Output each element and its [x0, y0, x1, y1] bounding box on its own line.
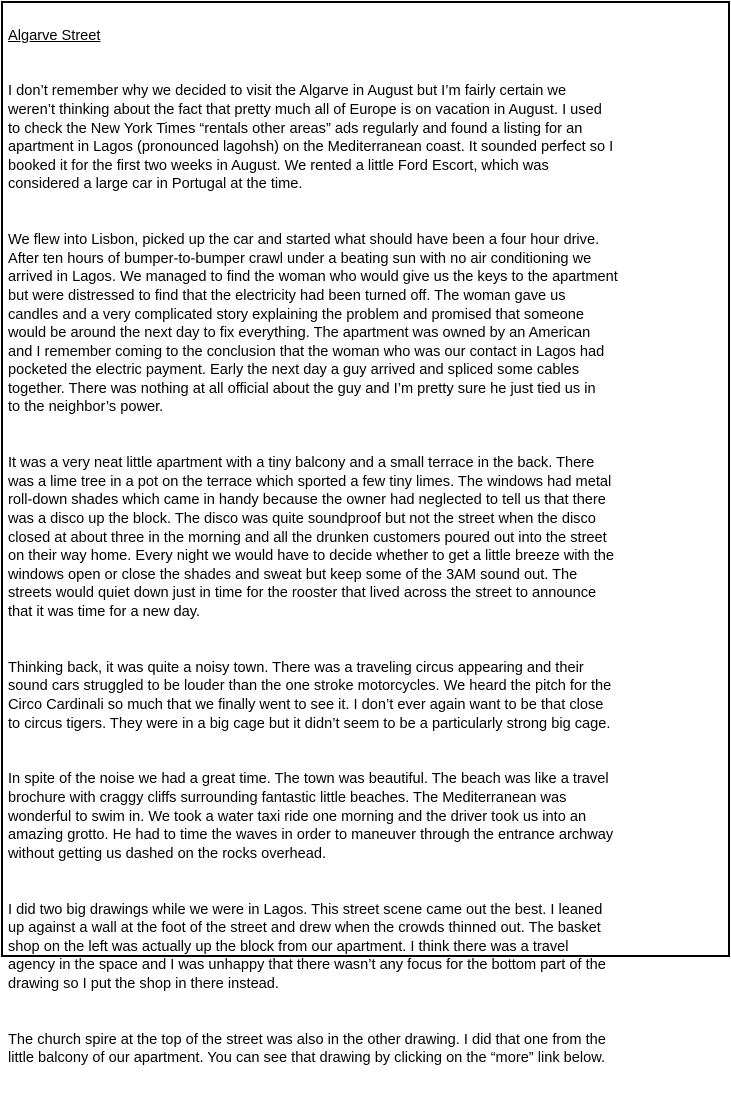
paragraph-6: I did two big drawings while we were in Lagos. This street scene came out the best. I leaned up against a wall at the foot of the street and drew when the crowds thinned out. The basket shop on the left was actually up the block from our apartment. I think there was a travel agency in the space and I was unhappy that there wasn’t any focus for the bottom part of the drawing so I put the shop in there instead.	[8, 901, 606, 992]
document-title: Algarve Street	[8, 27, 101, 44]
paragraph-5: In spite of the noise we had a great time. The town was beautiful. The beach was like a travel brochure with craggy cliffs surrounding fantastic little beaches. The Mediterranean was wonderful to swim in. We took a water taxi ride one morning and the driver took us into an amazing grotto. He had to time the waves in order to maneuver through the entrance archway without getting us dashed on the rocks overhead.	[8, 771, 614, 862]
paragraph-3: It was a very neat little apartment with a tiny balcony and a small terrace in the back. There was a lime tree in a pot on the terrace which sported a few tiny limes. The windows had metal roll-down shades which came in handy because the owner had neglected to tell us that there was a disco up the block. The disco was quite soundproof but not the street when the disco closed at about three in the morning and all the drunken customers poured out into the street on their way home. Every night we would have to decide whether to get a little breeze with the windows open or close the shades and sweat but keep some of the 3AM sound out. The streets would quiet down just in time for the rooster that lived across the street to announce that it was time for a new day.	[8, 455, 614, 620]
paragraph-1: I don’t remember why we decided to visit the Algarve in August but I’m fairly certain we weren’t thinking about the fact that pretty much all of Europe is on vacation in August. I used to check the New York Times “rentals other areas” ads regularly and found a listing for an apartment in Lagos (pronounced lagohsh) on the Mediterranean coast. It sounded perfect so I booked it for the first two weeks in August. We rented a little Ford Escort, which was considered a large car in Portugal at the time.	[8, 83, 614, 193]
paragraph-4: Thinking back, it was quite a noisy town. There was a traveling circus appearing and their sound cars struggled to be louder than the one stroke motorcycles. We heard the pitch for the Circo Cardinali so much that we finally went to see it. I don’t ever again want to be that close to circus tigers. They were in a big cage but it didn’t seem to be a particularly strong big cage.	[8, 659, 612, 732]
paragraph-7: The church spire at the top of the street was also in the other drawing. I did that one from the little balcony of our apartment. You can see that drawing by clicking on the “more” link below.	[8, 1031, 606, 1067]
text-content	[8, 8, 728, 1105]
text-box-frame	[1, 1, 730, 1067]
paragraph-2: We flew into Lisbon, picked up the car and started what should have been a four hour drive. After ten hours of bumper-to-bumper crawl under a beating sun with no air conditioning we arrived in Lagos. We managed to find the woman who would give us the keys to the apartment but were distressed to find that the electricity had been turned off. The woman gave us candles and a very complicated story explaining the problem and promised that someone would be around the next day to fix everything. The apartment was owned by an American and I remember coming to the conclusion that the woman who was our contact in Lagos had pocketed the electric payment. Early the next day a guy arrived and spliced some cables together. There was nothing at all official about the guy and I’m pretty sure he just tied us in to the neighbor’s power.	[8, 232, 618, 416]
